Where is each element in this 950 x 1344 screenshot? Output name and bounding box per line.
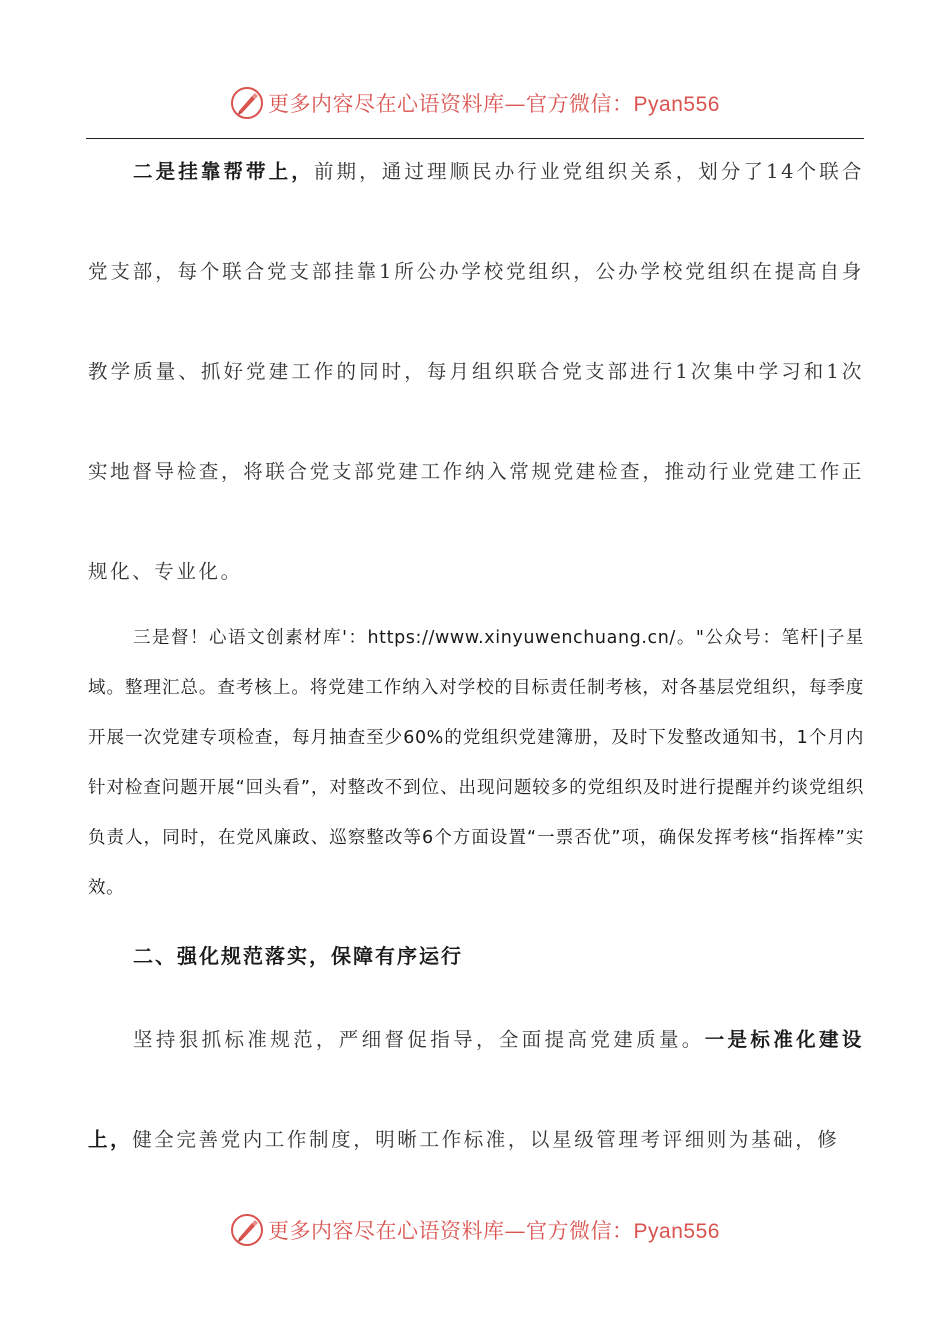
paragraph-1-lead: 二是挂靠帮带上，: [133, 160, 314, 183]
paragraph-1-text: 前期，通过理顺民办行业党组织关系，划分了14个联合党支部，每个联合党支部挂靠1所公办学校党组织，公办学校党组织在提高自身教学质量、抓好党建工作的同时，每月组织联合党支部进行1次集中学习和1次实地督导检查，将联合党支部党建工作纳入常规党建检查，推动行业党建工作正规化、专业化。: [88, 160, 864, 583]
paragraph-3: [88, 990, 864, 1190]
header-banner: [0, 83, 950, 123]
section-heading: 二、强化规范落实，保障有序运行: [133, 944, 463, 968]
pen-logo-icon: [230, 86, 264, 120]
footer-wechat-id: Pyan556: [633, 1220, 720, 1243]
header-banner-text: [268, 88, 720, 118]
paragraph-2: [88, 613, 864, 913]
paragraph-3-lead: 一是标准化建设上，: [88, 1028, 864, 1151]
header-banner-label: 更多内容尽在心语资料库—官方微信：: [268, 92, 634, 116]
paragraph-3-text: 坚持狠抓标准规范，严细督促指导，全面提高党建质量。: [133, 1028, 705, 1051]
header-wechat-id: Pyan556: [633, 93, 720, 116]
paragraph-3-text-after: 健全完善党内工作制度，明晰工作标准，以星级管理考评细则为基础，修: [132, 1128, 840, 1151]
paragraph-2-text: 三是督！心语文创素材库'：https://www.xinyuwenchuang.cn/。"公众号：笔杆|子星域。整理汇总。查考核上。将党建工作纳入对学校的目标责任制考核，对各基层党组织，每季度开展一次党建专项检查，每月抽查至少60%的党组织党建簿册，及时下发整改通知书，1个月内针对检查问题开展“回头看”，对整改不到位、出现问题较多的党组织及时进行提醒并约谈党组织负责人，同时，在党风廉政、巡察整改等6个方面设置“一票否优”项，确保发挥考核“指挥棒”实效。: [88, 628, 864, 898]
footer-banner-label: 更多内容尽在心语资料库—官方微信：: [268, 1219, 634, 1243]
paragraph-1: [88, 122, 864, 622]
footer-banner: [0, 1210, 950, 1250]
pen-logo-icon: [230, 1213, 264, 1247]
footer-banner-text: [268, 1215, 720, 1245]
